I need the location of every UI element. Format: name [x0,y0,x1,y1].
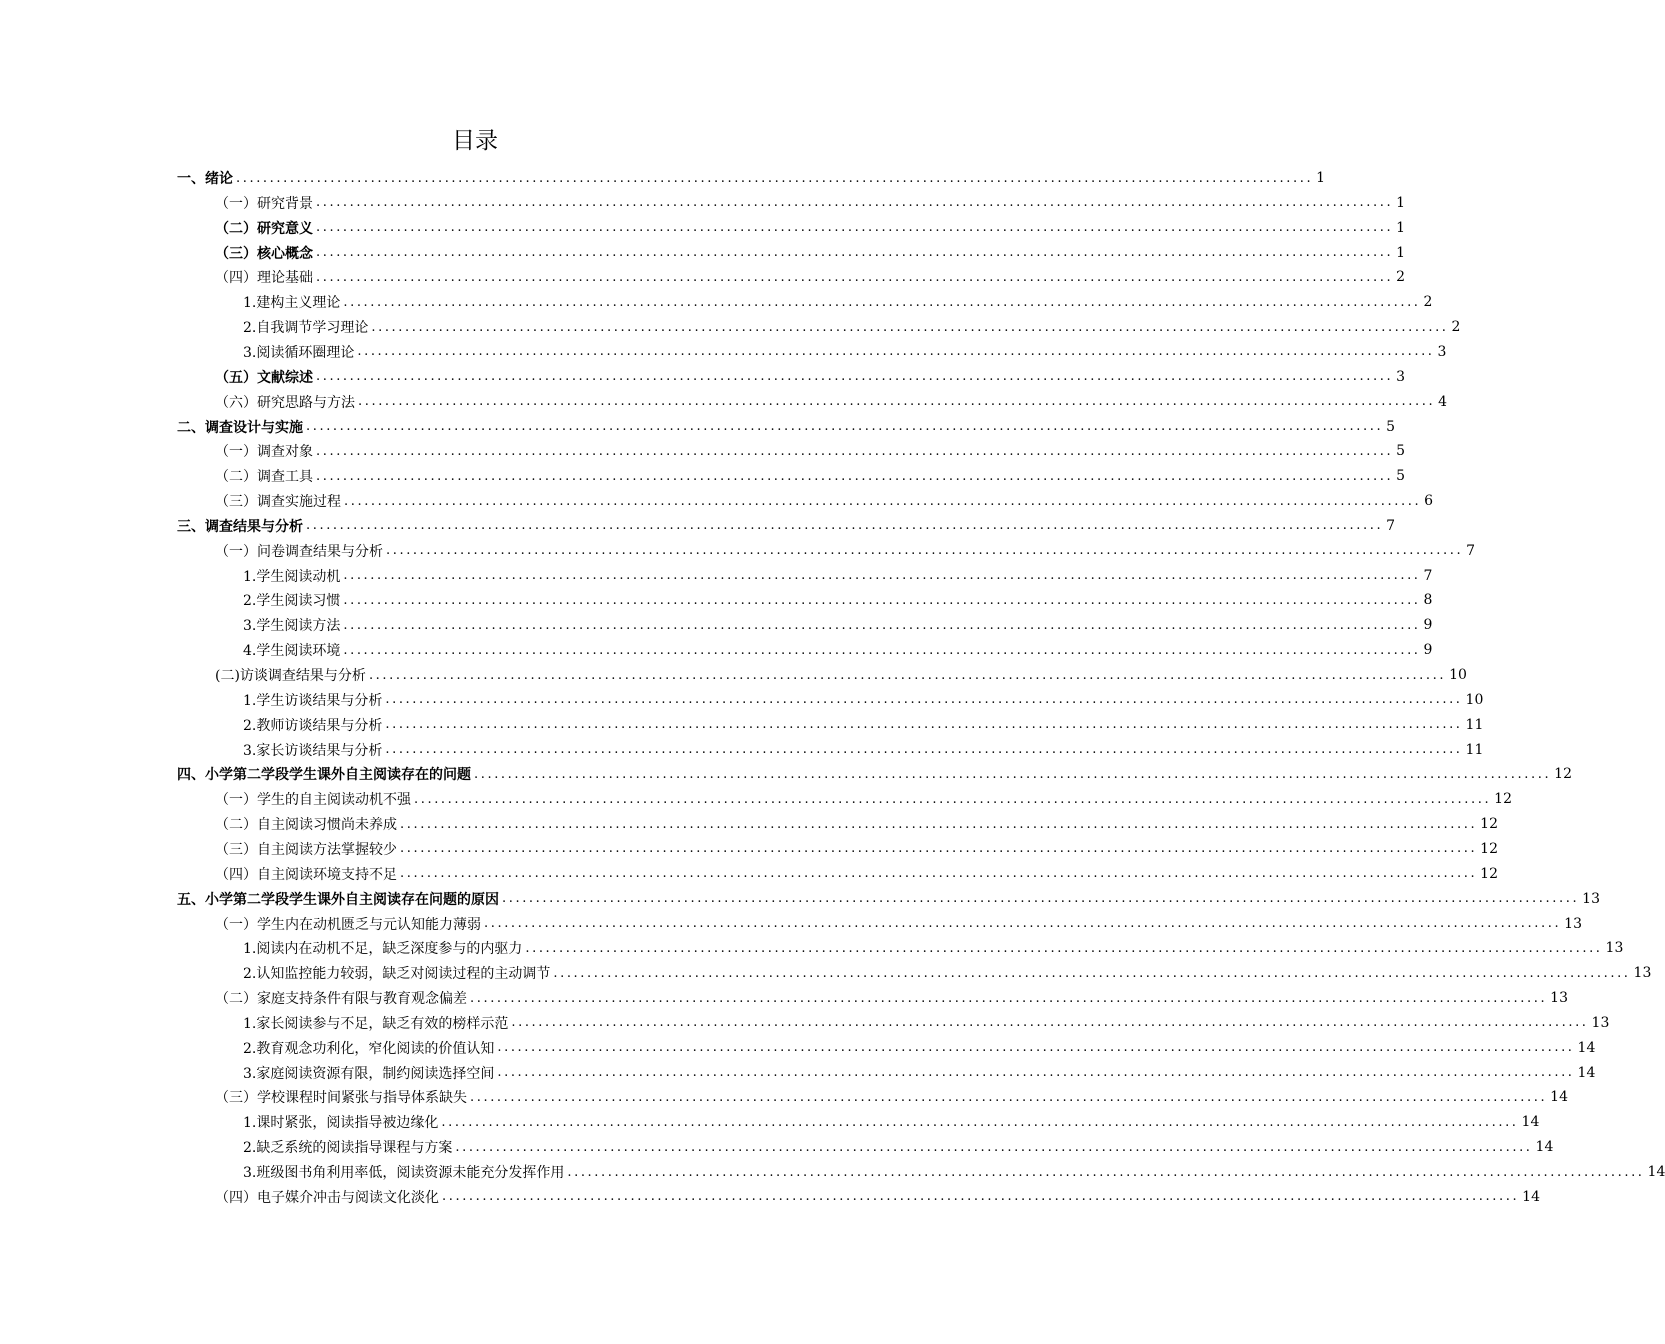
toc-leader-dots: ................................................................................................................................................................ [385,742,1463,758]
toc-leader-dots: ................................................................................................................................................................ [306,419,1384,434]
toc-entry[interactable] [0,936,1624,960]
toc-leader-dots: ................................................................................................................................................................ [371,319,1449,335]
toc-entry-label: 3.班级图书角利用率低，阅读资源未能充分发挥作用 [243,1165,565,1181]
toc-entry[interactable] [0,415,1396,439]
toc-entry-label: （四）电子媒介冲击与阅读文化淡化 [215,1189,439,1206]
toc-leader-dots: ................................................................................................................................................................ [386,543,1464,559]
toc-leader-dots: ................................................................................................................................................................ [385,692,1463,708]
toc-entry-page-number: 12 [1480,865,1498,882]
toc-leader-dots: ................................................................................................................................................................ [316,369,1394,385]
toc-entry[interactable] [0,514,1396,538]
toc-entry-label: （一）调查对象 [215,444,313,461]
toc-entry[interactable] [0,588,1433,612]
toc-entry-label: （四）自主阅读环境支持不足 [215,866,397,883]
toc-entry-label: 1.建构主义理论 [243,295,341,312]
toc-entry[interactable] [0,489,1434,513]
toc-entry[interactable] [0,1135,1554,1159]
toc-entry[interactable] [0,1036,1596,1060]
toc-leader-dots: ................................................................................................................................................................ [511,1015,1589,1031]
toc-entry[interactable] [0,564,1433,588]
toc-leader-dots: ................................................................................................................................................................ [553,965,1631,981]
toc-entry[interactable] [0,1061,1596,1085]
toc-leader-dots: ................................................................................................................................................................ [484,916,1562,931]
toc-entry-page-number: 9 [1423,642,1433,659]
toc-entry-page-number: 9 [1423,617,1433,634]
toc-entry-page-number: 11 [1465,716,1484,733]
toc-entry-label: 2.认知监控能力较弱，缺乏对阅读过程的主动调节 [243,966,551,983]
toc-leader-dots: ................................................................................................................................................................ [400,816,1478,832]
toc-entry[interactable] [0,1160,1665,1184]
toc-entry-label: （三）学校课程时间紧张与指导体系缺失 [215,1090,467,1107]
toc-entry[interactable] [0,390,1448,414]
toc-leader-dots: ................................................................................................................................................................ [343,294,1421,310]
toc-entry[interactable] [0,1011,1610,1035]
toc-entry-page-number: 3 [1396,368,1406,385]
toc-leader-dots: ................................................................................................................................................................ [316,269,1394,285]
toc-entry-page-number: 12 [1554,766,1572,783]
toc-leader-dots: ................................................................................................................................................................ [497,1065,1575,1081]
toc-entry[interactable] [0,887,1600,911]
toc-entry-page-number: 1 [1396,194,1406,211]
toc-leader-dots: ................................................................................................................................................................ [400,866,1478,882]
toc-entry-label: 二、调查设计与实施 [177,419,303,436]
toc-entry-page-number: 8 [1423,592,1433,609]
toc-entry-page-number: 4 [1438,393,1448,410]
toc-entry-page-number: 1 [1396,244,1406,261]
toc-entry-page-number: 1 [1316,170,1326,186]
toc-entry-page-number: 7 [1423,567,1433,584]
toc-entry[interactable] [0,290,1433,314]
toc-entry-page-number: 13 [1564,915,1582,932]
toc-leader-dots: ................................................................................................................................................................ [442,1189,1520,1205]
toc-entry[interactable] [0,1085,1568,1109]
toc-leader-dots: ................................................................................................................................................................ [316,195,1394,211]
toc-leader-dots: ................................................................................................................................................................ [497,1040,1575,1056]
toc-leader-dots: ................................................................................................................................................................ [525,940,1603,956]
toc-entry-label: （五）文献综述 [215,369,313,386]
toc-entry-label: 3.阅读循环圈理论 [243,344,355,361]
toc-entry-label: （三）自主阅读方法掌握较少 [215,841,397,858]
toc-entry-page-number: 14 [1550,1089,1568,1106]
toc-entry-label: 4.学生阅读环境 [243,643,341,660]
toc-entry-page-number: 3 [1437,343,1447,360]
toc-leader-dots: ................................................................................................................................................................ [567,1164,1645,1180]
toc-entry-page-number: 14 [1647,1164,1665,1180]
toc-leader-dots: ................................................................................................................................................................ [358,394,1436,410]
toc-entry[interactable] [0,837,1498,861]
toc-entry[interactable] [0,1110,1540,1134]
toc-entry[interactable] [0,340,1447,364]
toc-entry[interactable] [0,191,1406,215]
toc-entry[interactable] [0,166,1326,190]
toc-leader-dots: ................................................................................................................................................................ [368,667,1447,683]
toc-entry-page-number: 12 [1480,840,1498,857]
toc-entry[interactable] [0,638,1433,662]
toc-entry-label: （六）研究思路与方法 [215,394,355,411]
toc-entry[interactable] [0,663,1467,687]
toc-entry[interactable] [0,241,1406,265]
toc-entry-label: 2.缺乏系统的阅读指导课程与方案 [243,1140,453,1157]
toc-entry[interactable] [0,862,1498,886]
toc-leader-dots: ................................................................................................................................................................ [343,617,1421,633]
toc-entry-label: 3.家长访谈结果与分析 [243,742,383,759]
toc-entry-page-number: 10 [1465,691,1484,708]
toc-entry-label: 一、绪论 [177,171,233,187]
toc-entry-page-number: 13 [1591,1014,1610,1031]
toc-entry[interactable] [0,613,1433,637]
toc-entry[interactable] [0,315,1461,339]
toc-leader-dots: ................................................................................................................................................................ [357,344,1435,360]
page-title: 目录 [452,128,498,154]
toc-leader-dots: ................................................................................................................................................................ [344,493,1422,509]
toc-entry-label: 1.家长阅读参与不足，缺乏有效的榜样示范 [243,1015,509,1032]
toc-entry-page-number: 14 [1535,1139,1554,1156]
toc-leader-dots: ................................................................................................................................................................ [306,518,1384,534]
toc-entry-page-number: 7 [1386,517,1396,534]
toc-entry-page-number: 13 [1605,940,1624,957]
toc-entry[interactable] [0,787,1512,811]
toc-entry-label: 2.教育观念功利化，窄化阅读的价值认知 [243,1040,495,1057]
toc-entry[interactable] [0,688,1484,712]
toc-entry-label: 1.学生阅读动机 [243,568,341,585]
toc-entry-page-number: 2 [1423,294,1433,311]
toc-leader-dots: ................................................................................................................................................................ [502,891,1580,907]
toc-entry-label: （二）调查工具 [215,469,313,486]
toc-entry-label: 1.学生访谈结果与分析 [243,692,383,709]
toc-entry-page-number: 5 [1396,443,1406,460]
toc-leader-dots: ................................................................................................................................................................ [316,468,1394,484]
toc-leader-dots: ................................................................................................................................................................ [470,990,1548,1006]
toc-entry-label: (二)访谈调查结果与分析 [215,668,366,684]
toc-entry[interactable] [0,365,1406,389]
toc-entry-page-number: 7 [1466,542,1476,559]
toc-entry-page-number: 2 [1396,269,1406,286]
toc-entry-label: （二）自主阅读习惯尚未养成 [215,817,397,834]
toc-entry-page-number: 13 [1633,965,1652,982]
toc-entry[interactable] [0,762,1572,786]
toc-entry-page-number: 2 [1451,319,1461,336]
toc-leader-dots: ................................................................................................................................................................ [343,592,1421,608]
toc-entry-page-number: 14 [1577,1064,1596,1081]
toc-entry-label: 2.自我调节学习理论 [243,320,369,337]
toc-leader-dots: ................................................................................................................................................................ [455,1139,1533,1155]
toc-entry-page-number: 12 [1480,816,1498,833]
toc-entry-label: 2.教师访谈结果与分析 [243,717,383,734]
toc-entry-label: 2.学生阅读习惯 [243,593,341,610]
toc-leader-dots: ................................................................................................................................................................ [441,1114,1519,1130]
toc-entry-label: （三）核心概念 [215,245,313,262]
toc-entry-page-number: 14 [1522,1188,1540,1205]
toc-leader-dots: ................................................................................................................................................................ [470,1089,1548,1105]
toc-entry[interactable] [0,738,1484,762]
toc-entry-page-number: 11 [1465,741,1484,758]
toc-entry-label: （三）调查实施过程 [215,494,341,511]
toc-entry-label: （一）学生内在动机匮乏与元认知能力薄弱 [215,916,481,933]
toc-entry-label: 四、小学第二学段学生课外自主阅读存在的问题 [177,767,471,784]
toc-entry-label: （四）理论基础 [215,270,313,287]
toc-entry-label: 3.家庭阅读资源有限，制约阅读选择空间 [243,1065,495,1082]
toc-leader-dots: ................................................................................................................................................................ [316,443,1394,459]
toc-leader-dots: ................................................................................................................................................................ [316,220,1394,236]
toc-entry[interactable] [0,464,1406,488]
toc-entry-page-number: 12 [1494,791,1512,808]
toc-entry[interactable] [0,265,1406,289]
toc-entry-page-number: 1 [1396,219,1406,236]
toc-entry-label: 3.学生阅读方法 [243,618,341,635]
toc-entry[interactable] [0,1185,1540,1209]
toc-entry-page-number: 14 [1521,1114,1540,1131]
toc-entry-page-number: 6 [1424,493,1434,510]
toc-entry[interactable] [0,912,1582,936]
toc-entry-label: 1.阅读内在动机不足，缺乏深度参与的内驱力 [243,941,523,958]
toc-entry-label: 1.课时紧张，阅读指导被边缘化 [243,1115,439,1132]
toc-entry-page-number: 5 [1386,418,1396,435]
toc-entry[interactable] [0,216,1406,240]
toc-leader-dots: ................................................................................................................................................................ [385,717,1463,733]
toc-leader-dots: ................................................................................................................................................................ [236,170,1314,186]
toc-entry[interactable] [0,539,1476,563]
toc-entry-label: （二）家庭支持条件有限与教育观念偏差 [215,991,467,1008]
toc-leader-dots: ................................................................................................................................................................ [400,841,1478,857]
toc-entry-page-number: 13 [1550,990,1568,1007]
toc-entry-label: （一）学生的自主阅读动机不强 [215,792,411,809]
toc-entry[interactable] [0,812,1498,836]
toc-entry[interactable] [0,713,1484,737]
toc-entry-page-number: 10 [1449,667,1467,683]
toc-entry-label: 三、调查结果与分析 [177,518,303,535]
toc-leader-dots: ................................................................................................................................................................ [414,791,1492,807]
toc-leader-dots: ................................................................................................................................................................ [474,766,1552,782]
toc-entry-page-number: 13 [1582,890,1600,907]
toc-leader-dots: ................................................................................................................................................................ [343,642,1421,658]
toc-entry-label: （一）问卷调查结果与分析 [215,543,383,560]
toc-entry-label: 五、小学第二学段学生课外自主阅读存在问题的原因 [177,891,499,908]
toc-entry[interactable] [0,986,1568,1010]
toc-entry[interactable] [0,439,1406,463]
toc-leader-dots: ................................................................................................................................................................ [316,245,1394,261]
toc-leader-dots: ................................................................................................................................................................ [343,568,1421,584]
toc-entry[interactable] [0,961,1652,985]
toc-entry-page-number: 5 [1396,468,1406,485]
toc-entry-label: （一）研究背景 [215,195,313,212]
toc-entry-label: （二）研究意义 [215,220,313,237]
toc-entry-page-number: 14 [1577,1039,1596,1056]
